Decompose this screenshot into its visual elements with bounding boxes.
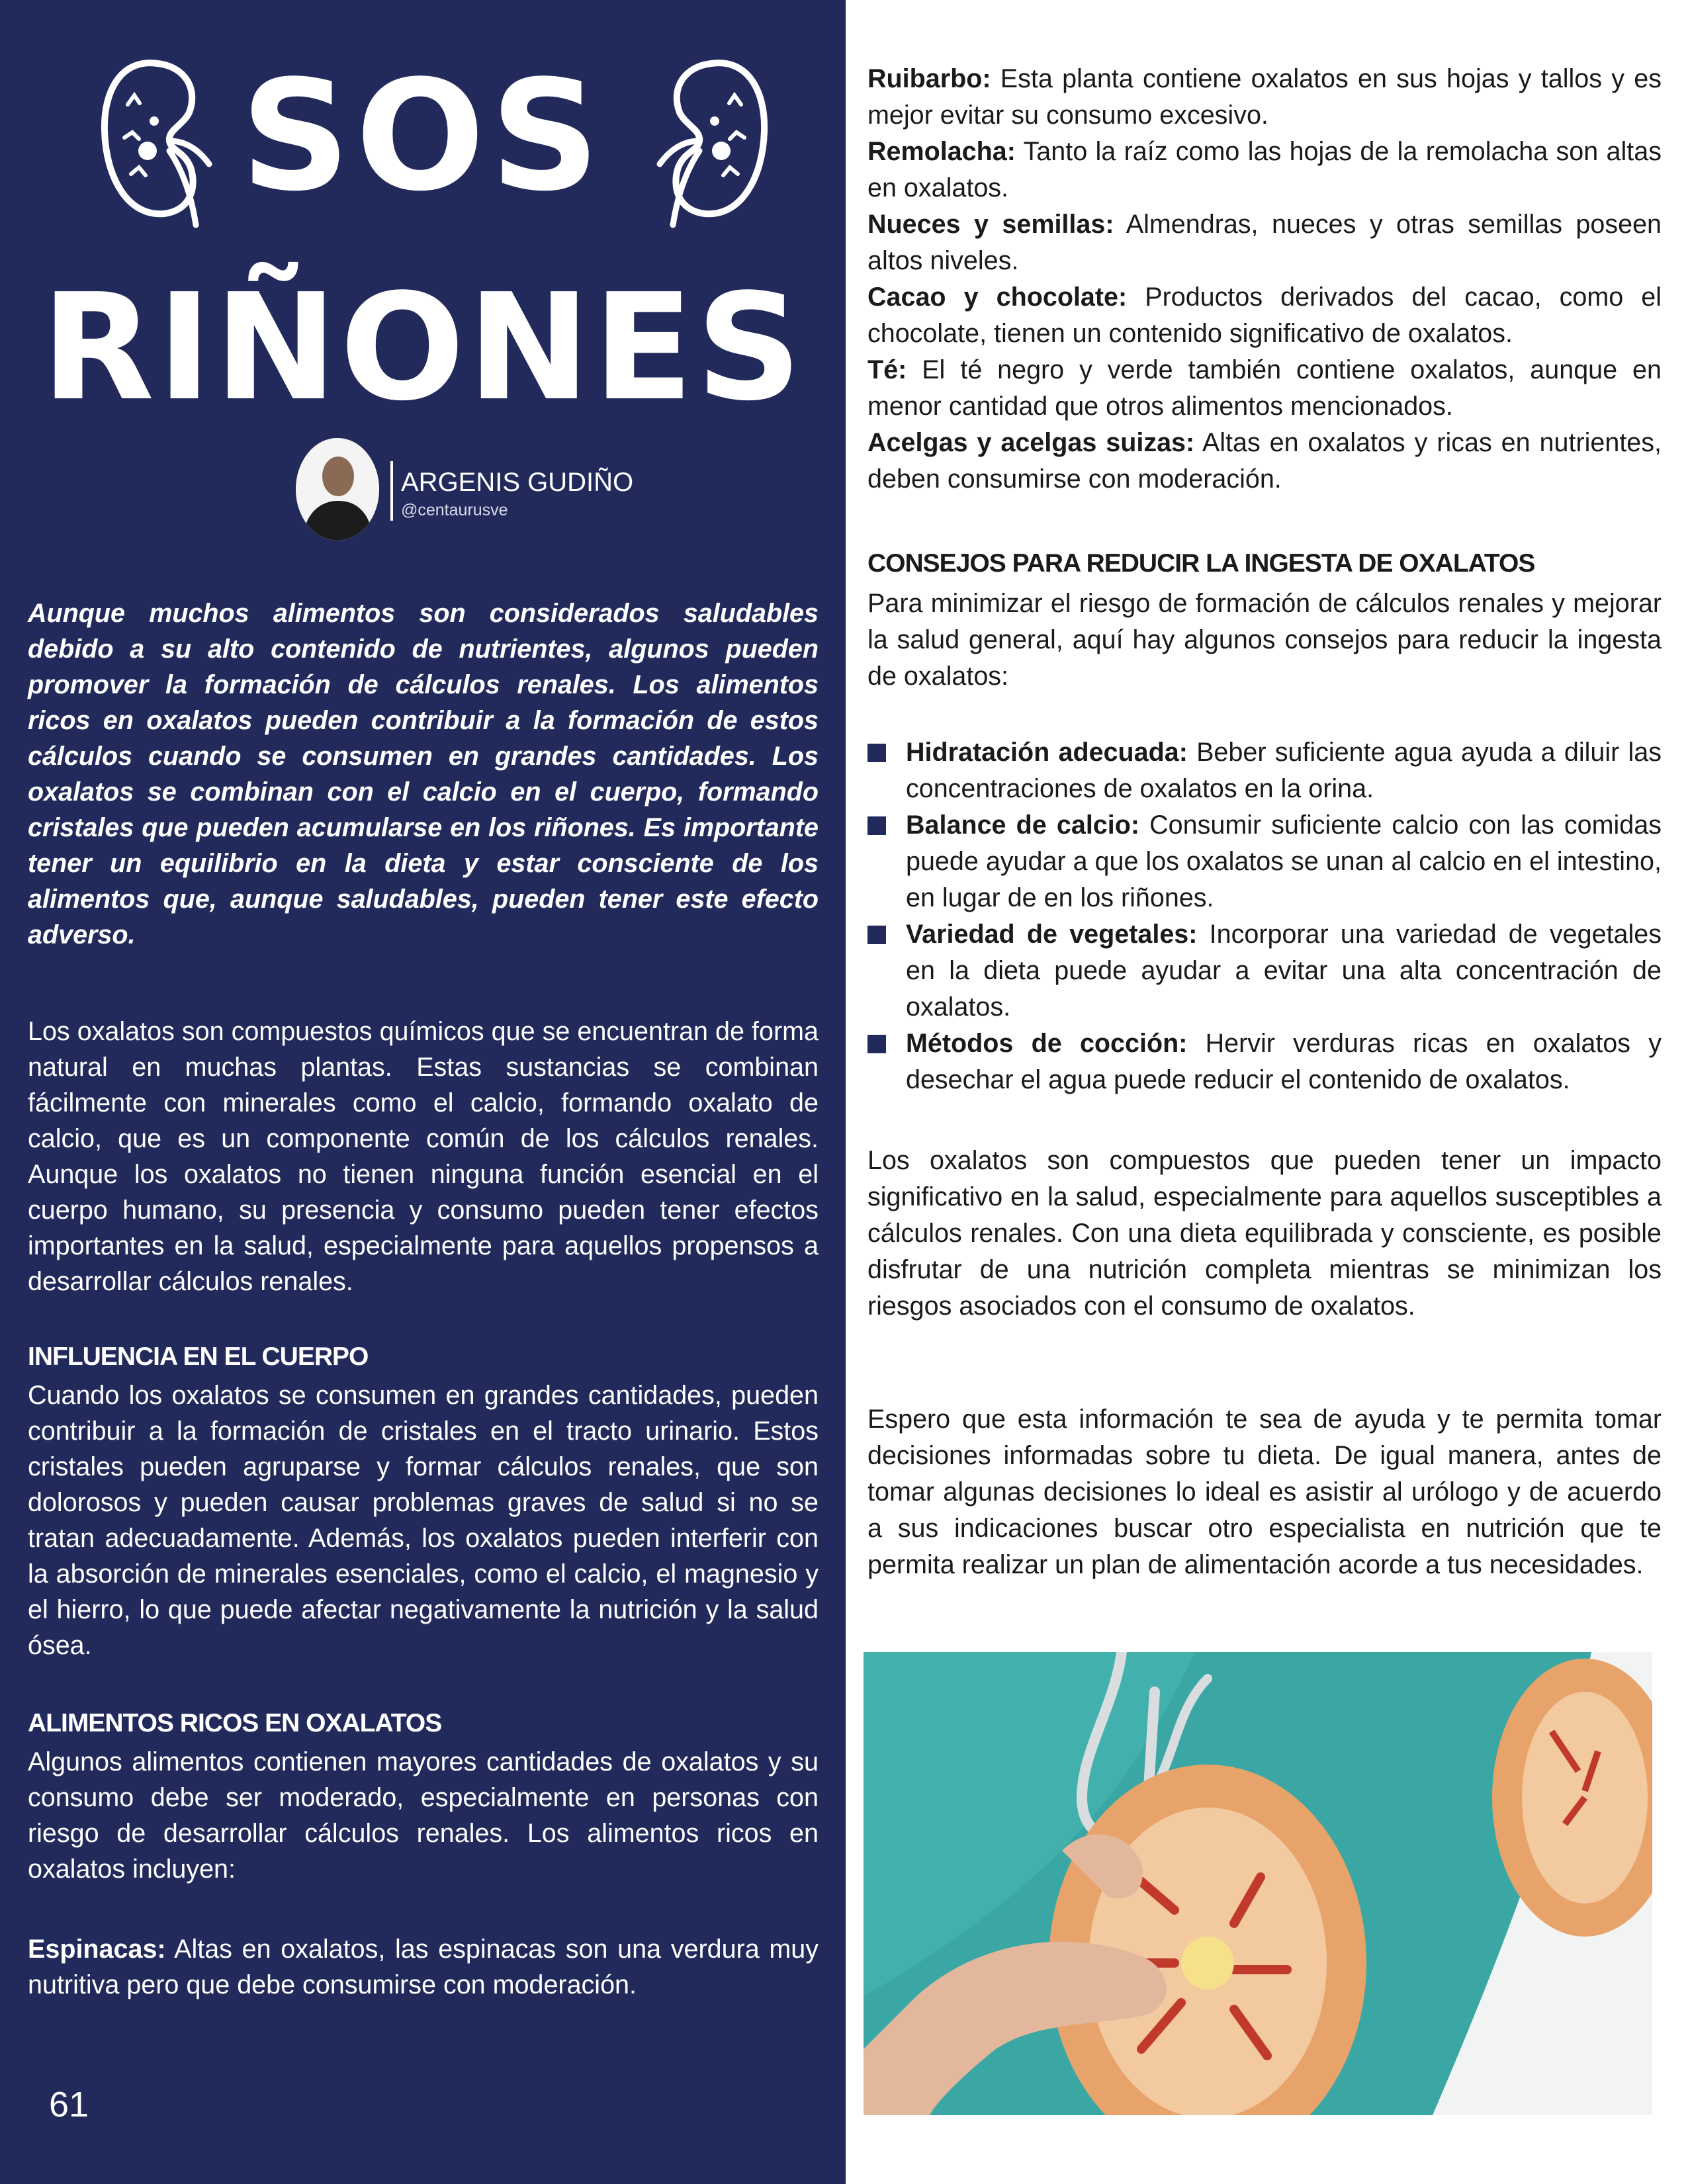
foods-intro-paragraph: Algunos alimentos contienen mayores cantidades de oxalatos y su consumo debe ser moderado, especialmente en personas con riesgo de desarrollar cálculos renales. Los alimentos ricos en oxalatos incluyen: [28, 1747, 819, 1884]
closing-paragraph-2: Espero que esta información te sea de ayuda y te permita tomar decisiones informadas sobre tu dieta. De igual manera, antes de tomar algunas decisiones lo ideal es asistir al urólogo y de acuerdo a sus indicaciones buscar otro especialista en nutrición que te permita realizar un plan de alimentación acorde a tus necesidades. [867, 1405, 1662, 1579]
food-term: Ruibarbo: [867, 64, 991, 93]
food-text: Tanto la raíz como las hojas de la remolacha son altas en oxalatos. [867, 137, 1662, 202]
square-bullet-icon [867, 926, 886, 944]
food-text: Esta planta contiene oxalatos en sus hojas y tallos y es mejor evitar su consumo excesivo. [867, 64, 1662, 130]
tip-text: Hervir verduras ricas en oxalatos y desechar el agua puede reducir el contenido de oxalatos. [906, 1029, 1662, 1094]
title-line-2: RIÑONES [41, 263, 805, 433]
tip-term: Métodos de cocción: [906, 1029, 1188, 1058]
tips-intro-paragraph: Para minimizar el riesgo de formación de cálculos renales y mejorar la salud general, aquí hay algunos consejos para reducir la ingesta de oxalatos: [867, 589, 1662, 691]
list-item [867, 734, 1662, 807]
food-item [867, 61, 1662, 134]
food-text: Productos derivados del cacao, como el chocolate, tienen un contenido significativo de oxalatos. [867, 283, 1662, 348]
intro-paragraph: Aunque muchos alimentos son considerados saludables debido a su alto contenido de nutrientes, algunos pueden promover la formación de cálculos renales. Los alimentos ricos en oxalatos pueden contribuir a la formación de estos cálculos cuando se consumen en grandes cantidades. Los oxalatos se combinan con el calcio en el cuerpo, formando cristales que pueden acumularse en los riñones. Es importante tener un equilibrio en la dieta y estar consciente de los alimentos que, aunque saludables, pueden tener este efecto adverso. [28, 599, 819, 949]
author-divider [390, 461, 393, 521]
food-item [867, 279, 1662, 352]
food-item [867, 352, 1662, 425]
author-name: ARGENIS GUDIÑO [401, 468, 634, 497]
spinach-term: Espinacas: [28, 1935, 166, 1964]
list-item [867, 1026, 1662, 1098]
food-item [867, 425, 1662, 498]
tip-term: Variedad de vegetales: [906, 920, 1198, 949]
square-bullet-icon [867, 816, 886, 835]
tip-text: Consumir suficiente calcio con las comidas puede ayudar a que los oxalatos se unan al calcio en el intestino, en lugar de en los riñones. [906, 810, 1662, 912]
food-item [867, 206, 1662, 279]
food-term: Remolacha: [867, 137, 1016, 166]
food-text: Altas en oxalatos y ricas en nutrientes, deben consumirse con moderación. [867, 428, 1662, 494]
heading-consejos: CONSEJOS PARA REDUCIR LA INGESTA DE OXALATOS [867, 549, 1535, 578]
food-text: El té negro y verde también contiene oxalatos, aunque en menor cantidad que otros alimentos mencionados. [867, 355, 1662, 421]
square-bullet-icon [867, 1035, 886, 1053]
kidney-model-photo [864, 1652, 1652, 2115]
food-text: Almendras, nueces y otras semillas poseen altos niveles. [867, 210, 1662, 275]
heading-influencia: INFLUENCIA EN EL CUERPO [28, 1342, 369, 1371]
tips-list [867, 734, 1662, 1098]
food-term: Nueces y semillas: [867, 210, 1114, 239]
page-number: 61 [49, 2085, 89, 2124]
spinach-item [28, 1931, 819, 2003]
list-item [867, 807, 1662, 916]
food-term: Acelgas y acelgas suizas: [867, 428, 1195, 457]
title-line-1: SOS [240, 48, 605, 225]
tip-text: Beber suficiente agua ayuda a diluir las concentraciones de oxalatos en la orina. [906, 738, 1662, 803]
influence-paragraph: Cuando los oxalatos se consumen en grandes cantidades, pueden contribuir a la formación de cristales en el tracto urinario. Estos cristales pueden agruparse y formar cálculos renales, que son dolorosos y pueden causar problemas graves de salud si no se tratan adecuadamente. Además, los oxalatos pueden interferir con la absorción de minerales esenciales, como el calcio, el magnesio y el hierro, lo que puede afectar negativamente la nutrición y la salud ósea. [28, 1381, 819, 1660]
spinach-text: Altas en oxalatos, las espinacas son una verdura muy nutritiva pero que debe consumirse con moderación. [28, 1935, 819, 1999]
heading-alimentos: ALIMENTOS RICOS EN OXALATOS [28, 1709, 442, 1737]
tip-text: Incorporar una variedad de vegetales en la dieta puede ayudar a evitar una alta concentración de oxalatos. [906, 920, 1662, 1022]
author-handle: @centaurusve [401, 501, 508, 519]
food-item [867, 134, 1662, 206]
foods-list [867, 61, 1662, 498]
list-item [867, 916, 1662, 1026]
tip-term: Balance de calcio: [906, 810, 1140, 840]
food-term: Cacao y chocolate: [867, 283, 1128, 312]
author-photo [296, 438, 379, 541]
square-bullet-icon [867, 744, 886, 762]
oxalates-paragraph: Los oxalatos son compuestos químicos que se encuentran de forma natural en muchas plantas. Estas sustancias se combinan fácilmente con minerales como el calcio, formando oxalato de calcio, que es un componente común de los cálculos renales. Aunque los oxalatos no tienen ninguna función esencial en el cuerpo humano, su presencia y consumo pueden tener efectos importantes en la salud, especialmente para aquellos propensos a desarrollar cálculos renales. [28, 1017, 819, 1296]
tip-term: Hidratación adecuada: [906, 738, 1188, 767]
food-term: Té: [867, 355, 907, 384]
closing-paragraph-1: Los oxalatos son compuestos que pueden tener un impacto significativo en la salud, especialmente para aquellos susceptibles a cálculos renales. Con una dieta equilibrada y consciente, es posible disfrutar de una nutrición completa mientras se minimizan los riesgos asociados con el consumo de oxalatos. [867, 1146, 1662, 1321]
